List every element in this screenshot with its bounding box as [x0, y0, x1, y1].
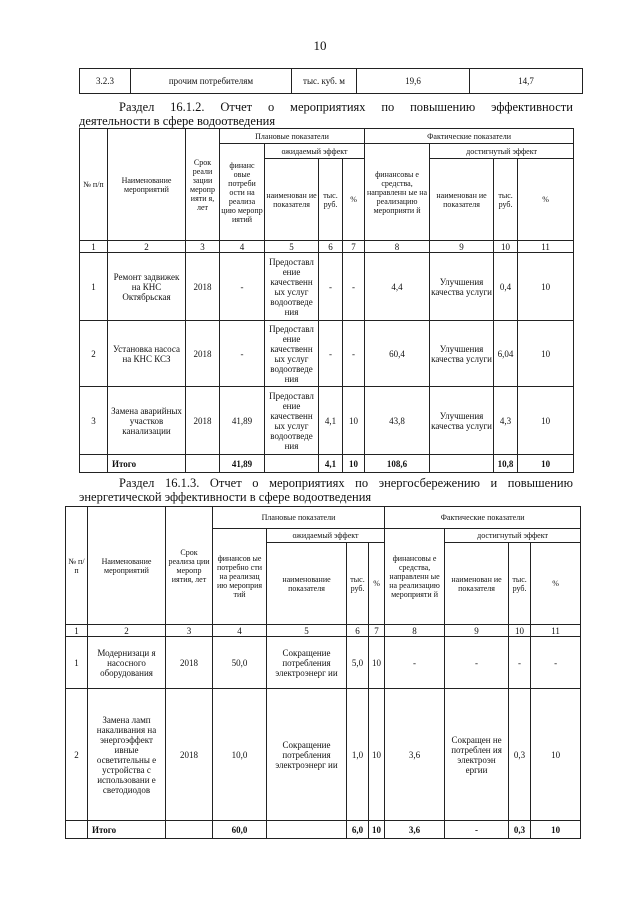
header-planned: Плановые показатели — [213, 507, 385, 529]
header-indicator: наименование показателя — [267, 543, 347, 625]
table-row: 1 Модернизаци я насосного оборудования 2018 50,0 Сокращение потребления электроэнерг ии 5,0 10 - - - - — [66, 637, 581, 689]
row-value-1: 19,6 — [357, 69, 470, 94]
total-row: Итого 41,89 4,1 10 108,6 10,8 10 — [80, 455, 574, 473]
header-expected-effect: ожидаемый эффект — [267, 529, 385, 543]
header-thous-2: тыс. руб. — [494, 159, 518, 241]
header-no: № п/п — [80, 129, 108, 241]
header-expected-effect: ожидаемый эффект — [265, 144, 365, 159]
header-term: Срок реали зации меропр ияти я, лет — [186, 129, 220, 241]
header-fin-plan: финанс овые потреби ости на реализа цию меропр иятий — [220, 144, 265, 241]
section-2-heading: Раздел 16.1.3. Отчет о мероприятиях по энергосбережению и повышению энергетической эффективности в сфере водоотведения — [79, 476, 573, 504]
total-row: Итого 60,0 6,0 10 3,6 - 0,3 10 — [66, 821, 581, 839]
row-number: 3.2.3 — [80, 69, 131, 94]
header-achieved-effect: достигнутый эффект — [445, 529, 581, 543]
page-number: 10 — [313, 38, 327, 53]
header-name: Наименование мероприятий — [88, 507, 166, 625]
header-indicator-2: наименован ие показателя — [445, 543, 509, 625]
column-numbers: 1 2 3 4 5 6 7 8 9 10 11 — [80, 241, 574, 253]
section-2-table — [65, 506, 581, 839]
header-thous-2: тыс. руб. — [509, 543, 531, 625]
header-fin-actual: финансовы е средства, направленн ые на реализацию мероприяти й — [365, 144, 430, 241]
section-1-table — [79, 128, 574, 473]
section-1-heading: Раздел 16.1.2. Отчет о мероприятиях по повышению эффективности деятельности в сфере водоотведения — [79, 100, 573, 128]
row-value-2: 14,7 — [470, 69, 583, 94]
table-row: 2 Замена ламп накаливания на энергоэффект ивные осветительны е устройства с использовани е светодиодов 2018 10,0 Сокращение потребления электроэнерг ии 1,0 10 3,6 Сокращен не потреблен ия электроэн ергии 0,3 10 — [66, 689, 581, 821]
header-thous: тыс. руб. — [347, 543, 369, 625]
table-row: 3 Замена аварийных участков канализации 2018 41,89 Предоставл ение качественн ых услуг водоотведе ния 4,1 10 43,8 Улучшения качества услуги 4,3 10 — [80, 387, 574, 455]
header-achieved-effect: достигнутый эффект — [430, 144, 574, 159]
row-name: прочим потребителям — [131, 69, 292, 94]
header-pct: % — [343, 159, 365, 241]
header-fin-plan: финансов ые потребно сти на реализац ию мероприя тий — [213, 529, 267, 625]
header-pct-2: % — [518, 159, 574, 241]
header-actual: Фактические показатели — [365, 129, 574, 144]
column-numbers: 1 2 3 4 5 6 7 8 9 10 11 — [66, 625, 581, 637]
header-fin-actual: финансовы е средства, направленн ые на реализацию мероприяти й — [385, 529, 445, 625]
table-row: 1 Ремонт задвижек на КНС Октябрьская 2018 - Предоставл ение качественн ых услуг водоотведе ния - - 4,4 Улучшения качества услуги 0,4 10 — [80, 253, 574, 321]
header-indicator: наименован ие показателя — [265, 159, 319, 241]
header-actual: Фактические показатели — [385, 507, 581, 529]
carryover-table — [79, 68, 583, 94]
header-term: Срок реализа ции меропр иятия, лет — [166, 507, 213, 625]
header-pct: % — [369, 543, 385, 625]
header-no: № п/ п — [66, 507, 88, 625]
table-row: 2 Установка насоса на КНС КСЗ 2018 - Предоставл ение качественн ых услуг водоотведе ния - - 60,4 Улучшения качества услуги 6,04 10 — [80, 321, 574, 387]
header-name: Наименование мероприятий — [108, 129, 186, 241]
header-planned: Плановые показатели — [220, 129, 365, 144]
header-thous: тыс. руб. — [319, 159, 343, 241]
header-pct-2: % — [531, 543, 581, 625]
row-unit: тыс. куб. м — [292, 69, 357, 94]
header-indicator-2: наименован ие показателя — [430, 159, 494, 241]
